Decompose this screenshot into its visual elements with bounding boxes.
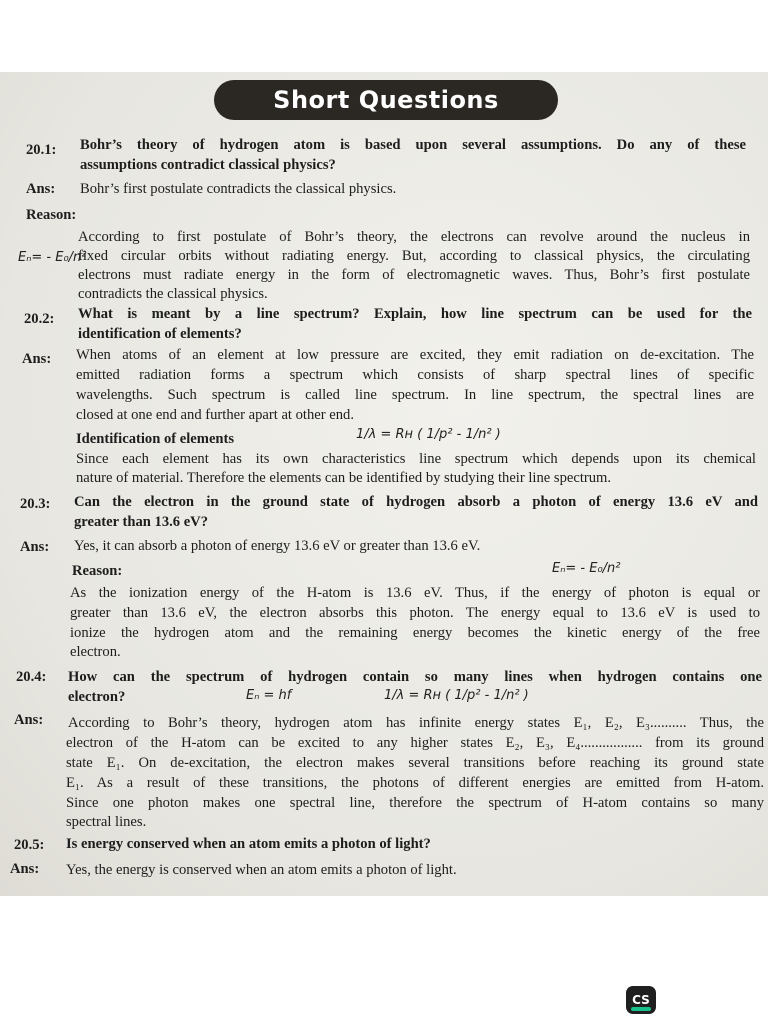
answer-text: Yes, it can absorb a photon of energy 13.6 eV or greater than 13.6 eV. [74,538,481,554]
reason-text: ionize the hydrogen atom and the remaining energy becomes the kinetic energy of the free [70,625,760,641]
answer-label: Ans: [22,351,52,367]
reason-text: As the ionization energy of the H-atom is 13.6 eV. Thus, if the energy of photon is equal or [70,585,760,601]
question-text: greater than 13.6 eV? [74,514,209,530]
section-banner [214,80,558,120]
question-text: How can the spectrum of hydrogen contain so many lines when hydrogen contains one [68,669,762,685]
reason-text: greater than 13.6 eV, the electron absorbs this photon. The energy equal to 13.6 eV is used to [70,605,760,621]
answer-text: Since each element has its own characteristics line spectrum which depends upon its chemical [76,451,756,467]
answer-label: Ans: [20,539,50,555]
answer-text: closed at one end and further apart at other end. [76,407,354,423]
question-text: Is energy conserved when an atom emits a photon of light? [66,836,431,852]
answer-text: Yes, the energy is conserved when an atom emits a photon of light. [66,862,457,878]
answer-text: state E₁. On de-excitation, the electron makes several transitions before reaching its ground state [66,755,764,771]
question-text: What is meant by a line spectrum? Explain, how line spectrum can be used for the [78,306,752,322]
answer-text: Bohr’s first postulate contradicts the classical physics. [80,181,397,197]
banner-title: Short Questions [273,86,499,114]
answer-text: nature of material. Therefore the elements can be identified by studying their line spectrum. [76,470,612,486]
reason-text: contradicts the classical physics. [78,286,268,302]
answer-text: wavelengths. Such spectrum is called line spectrum. In line spectrum, the spectral lines are [76,387,754,403]
reason-text: fixed circular orbits without radiating energy. But, according to classical physics, the circulating [78,248,750,264]
question-number: 20.1: [26,142,57,158]
question-number: 20.3: [20,496,51,512]
reason-text: electron. [70,644,121,660]
reason-text: According to first postulate of Bohr’s theory, the electrons can revolve around the nucleus in [78,229,750,245]
question-text: Bohr’s theory of hydrogen atom is based upon several assumptions. Do any of these [80,137,746,153]
question-number: 20.2: [24,311,55,327]
question-text: assumptions contradict classical physics? [80,157,336,173]
logo-accent [631,1007,651,1011]
question-number: 20.5: [14,837,45,853]
answer-text: emitted radiation forms a spectrum which consists of sharp spectral lines of specific [76,367,754,383]
handwritten-formula: Eₙ= - E₀/n² [18,250,87,265]
handwritten-formula: Eₙ = hf [246,688,292,703]
handwritten-formula: 1/λ = Rʜ ( 1/p² - 1/n² ) [384,688,529,703]
answer-text: electron of the H-atom can be excited to any higher states E₂, E₃, E₄................. from its ground [66,735,764,751]
answer-text: According to Bohr’s theory, hydrogen atom has infinite energy states E₁, E₂, E₃.......... Thus, the [68,715,764,731]
answer-label: Ans: [14,712,44,728]
answer-text: spectral lines. [66,814,147,830]
logo-text: CS [632,993,650,1007]
answer-text: Since one photon makes one spectral line, therefore the spectrum of H-atom contains so many [66,795,764,811]
reason-label: Reason: [72,563,123,579]
question-text: electron? [68,689,126,705]
handwritten-formula: 1/λ = Rʜ ( 1/p² - 1/n² ) [356,427,501,442]
question-number: 20.4: [16,669,47,685]
reason-text: electrons must radiate energy in the form of electromagnetic waves. Thus, Bohr’s first postulate [78,267,750,283]
question-text: identification of elements? [78,326,242,342]
subheading: Identification of elements [76,431,235,447]
answer-text: E₁. As a result of these transitions, the photons of different energies are emitted from H-atom. [66,775,764,791]
reason-label: Reason: [26,207,77,223]
camscanner-logo-icon [626,986,656,1014]
question-text: Can the electron in the ground state of hydrogen absorb a photon of energy 13.6 eV and [74,494,758,510]
handwritten-formula: Eₙ= - E₀/n² [552,561,621,576]
answer-label: Ans: [10,861,40,877]
answer-label: Ans: [26,181,56,197]
answer-text: When atoms of an element at low pressure are excited, they emit radiation on de-excitation. The [76,347,754,363]
